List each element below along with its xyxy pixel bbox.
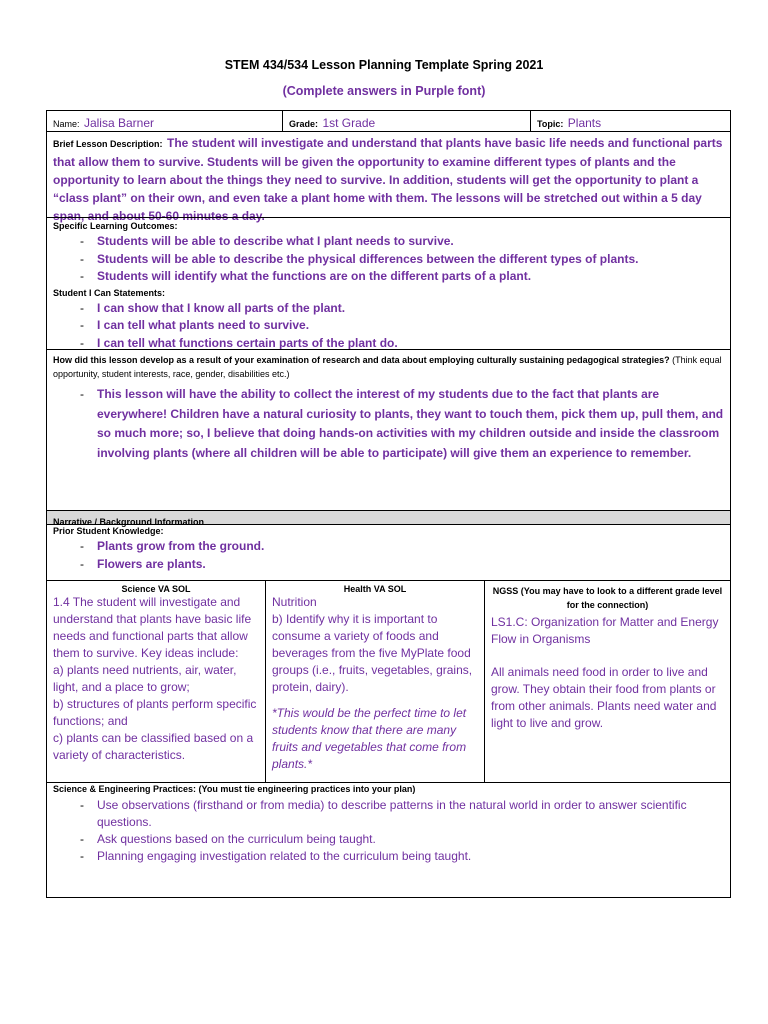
practices-list	[53, 797, 724, 865]
culture-label-note: (Think equal opportunity, student interests, race, gender, disabilities etc.)	[53, 355, 722, 379]
brief-text: The student will investigate and understand that plants have basic life needs and functional parts that allow them to survive. Students will be given the opportunity to examine different types of plants and the opportunity to learn about the things they need to survive. In addition, students will get the opportunity to plant a “class plant” on their own, and even take a plant home with them. The lessons will be stretched out within a 5 day span, and about 50-60 minutes a day.	[53, 136, 723, 223]
outcomes-label: Specific Learning Outcomes:	[53, 221, 178, 231]
practices-section	[46, 782, 731, 898]
info-row	[46, 110, 731, 132]
science-item-c: c) plants can be classified based on a variety of characteristics.	[53, 731, 254, 762]
ican-item: - I can show that I know all parts of the plant.	[53, 300, 724, 318]
name-label: Name:	[53, 119, 80, 129]
ican-list	[53, 300, 724, 353]
prior-item: - Flowers are plants.	[53, 556, 724, 574]
prior-item: - Plants grow from the ground.	[53, 538, 724, 556]
outcomes-section	[46, 217, 731, 350]
prior-label: Prior Student Knowledge:	[53, 526, 164, 536]
ican-label: Student I Can Statements:	[53, 287, 166, 298]
practices-label: Science & Engineering Practices: (You must tie engineering practices into your plan)	[53, 784, 416, 794]
culture-label: How did this lesson develop as a result of your examination of research and data about employing culturally sustaining pedagogical strategies?	[53, 355, 670, 365]
topic-value: Plants	[567, 116, 602, 130]
topic-cell	[531, 111, 730, 131]
outcome-item: - Students will be able to describe what I plant needs to survive.	[53, 233, 724, 251]
topic-label: Topic:	[537, 119, 564, 129]
ngss-code: LS1.C: Organization for Matter and Energy Flow in Organisms	[491, 615, 719, 646]
culture-text: - This lesson will have the ability to collect the interest of my students due to the fact that plants are everywhere! Children have a natural curiosity to plants, they want to touch them, pick them up, pull them, and so much more; so, I believe that doing hands-on activities with my children outside and inside the classroom involving plants (where all children will be able to participate) will give them an experience to remember.	[53, 385, 724, 463]
science-header: Science VA SOL	[121, 584, 191, 594]
outcomes-list	[53, 233, 724, 286]
outcome-item: - Students will identify what the functions are on the different parts of a plant.	[53, 268, 724, 286]
brief-label: Brief Lesson Description:	[53, 139, 163, 149]
culture-section	[46, 349, 731, 511]
culture-list	[53, 385, 724, 463]
ngss-column	[485, 581, 730, 782]
grade-label: Grade:	[289, 119, 319, 129]
grade-value: 1st Grade	[322, 116, 376, 130]
name-value: Jalisa Barner	[83, 116, 154, 130]
ican-item: - I can tell what plants need to survive.	[53, 317, 724, 335]
health-header: Health VA SOL	[343, 584, 407, 594]
science-column	[47, 581, 266, 782]
outcome-item: - Students will be able to describe the physical differences between the different types of plants.	[53, 251, 724, 269]
ngss-text: All animals need food in order to live and grow. They obtain their food from plants or from other animals. Plants need water and light to live and grow.	[491, 665, 717, 730]
practice-item: - Planning engaging investigation related to the curriculum being taught.	[53, 848, 724, 865]
practice-item: - Ask questions based on the curriculum being taught.	[53, 831, 724, 848]
practice-item: - Use observations (firsthand or from media) to describe patterns in the natural world in order to answer scientific questions.	[53, 797, 724, 831]
name-cell	[47, 111, 283, 131]
prior-section	[46, 524, 731, 581]
page-title: STEM 434/534 Lesson Planning Template Spring 2021	[224, 58, 544, 72]
ngss-header: NGSS (You may have to look to a different grade level for the connection)	[492, 586, 723, 610]
narrative-header	[46, 510, 731, 525]
health-column	[266, 581, 485, 782]
prior-list	[53, 538, 724, 573]
ican-item: - I can tell what functions certain parts of the plant do.	[53, 335, 724, 353]
health-note: *This would be the perfect time to let students know that there are many fruits and vegetables that come from plants.*	[272, 706, 467, 771]
health-title: Nutrition	[272, 595, 317, 609]
grade-cell	[283, 111, 531, 131]
health-item-b: b) Identify why it is important to consume a variety of foods and beverages from the five MyPlate food groups (i.e., fruits, vegetables, grains, protein, dairy).	[272, 612, 473, 694]
brief-section	[46, 131, 731, 223]
science-item-b: b) structures of plants perform specific functions; and	[53, 697, 257, 728]
science-item-a: a) plants need nutrients, air, water, light, and a place to grow;	[53, 663, 237, 694]
standards-row	[46, 580, 731, 783]
science-text: 1.4 The student will investigate and understand that plants have basic life needs and functional parts that allow them to survive. Key ideas include:	[53, 595, 252, 660]
page-subtitle: (Complete answers in Purple font)	[282, 84, 486, 98]
narrative-label: Narrative / Background Information	[53, 517, 205, 527]
